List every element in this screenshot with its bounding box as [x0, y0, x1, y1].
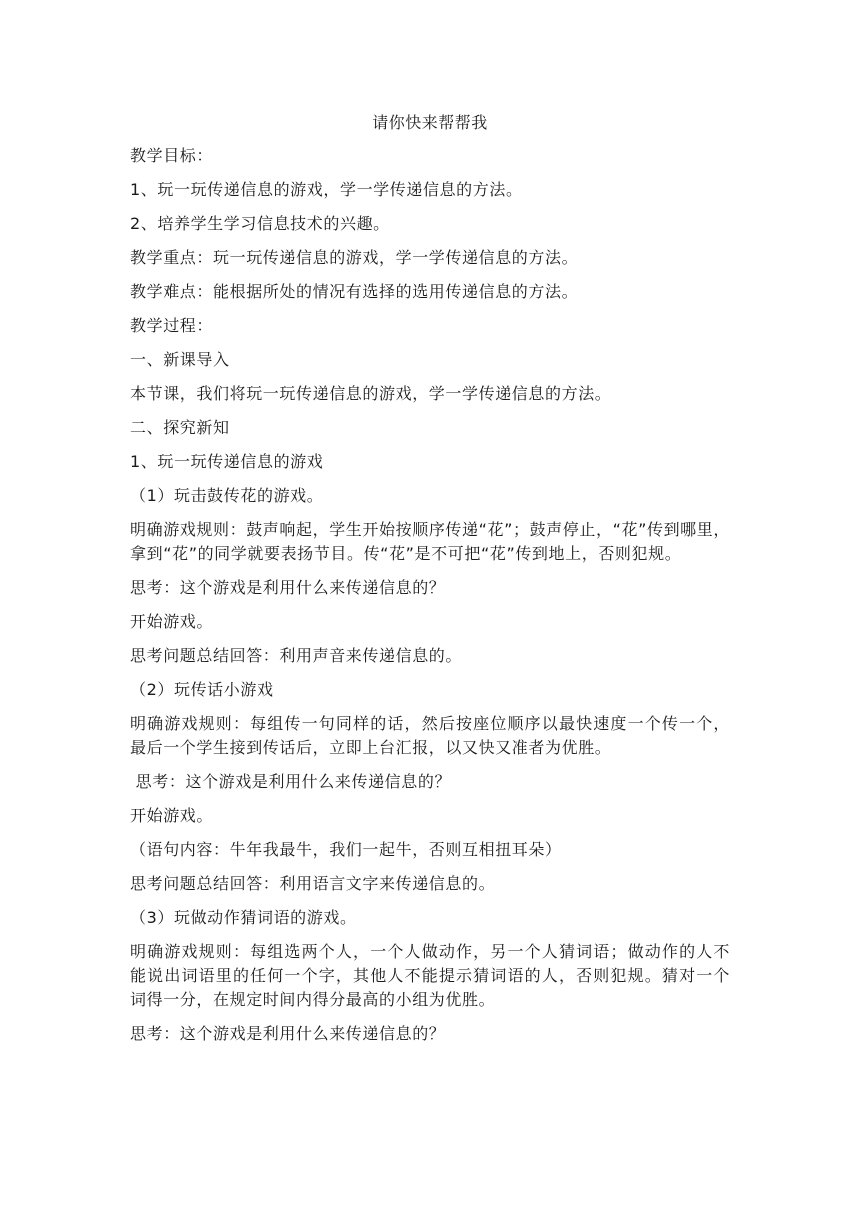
- objective-item: 2、培养学生学习信息技术的兴趣。: [130, 214, 390, 233]
- paragraph: 开始游戏。: [130, 612, 214, 631]
- section-heading: 二、探究新知: [130, 418, 230, 437]
- document-body: [130, 144, 730, 1056]
- paragraph: 明确游戏规则：鼓声响起，学生开始按顺序传递“花”；鼓声停止，“花”传到哪里，: [130, 520, 730, 539]
- paragraph-continuation: 拿到“花”的同学就要表扬节目。传“花”是不可把“花”传到地上，否则犯规。: [130, 544, 682, 563]
- section-heading: 一、新课导入: [130, 350, 230, 369]
- paragraph: 明确游戏规则：每组选两个人，一个人做动作，另一个人猜词语；做动作的人不: [130, 942, 730, 961]
- paragraph: 思考问题总结回答：利用声音来传递信息的。: [130, 646, 463, 665]
- difficult-point: 教学难点：能根据所处的情况有选择的选用传递信息的方法。: [130, 282, 579, 301]
- objective-item: 1、玩一玩传递信息的游戏，学一学传递信息的方法。: [130, 180, 523, 199]
- heading-process: 教学过程：: [130, 316, 214, 335]
- key-point: 教学重点：玩一玩传递信息的游戏，学一学传递信息的方法。: [130, 248, 579, 267]
- paragraph: 明确游戏规则：每组传一句同样的话，然后按座位顺序以最快速度一个传一个，: [130, 714, 730, 733]
- paragraph: 本节课，我们将玩一玩传递信息的游戏，学一学传递信息的方法。: [130, 384, 612, 403]
- paragraph: 开始游戏。: [130, 806, 214, 825]
- paragraph: 思考：这个游戏是利用什么来传递信息的？: [130, 578, 446, 597]
- paragraph: 思考问题总结回答：利用语言文字来传递信息的。: [130, 874, 496, 893]
- paragraph: 思考：这个游戏是利用什么来传递信息的？: [130, 1024, 446, 1043]
- document-title: 请你快来帮帮我: [372, 113, 488, 132]
- paragraph: （语句内容：牛年我最牛，我们一起牛，否则互相扭耳朵）: [130, 840, 562, 859]
- game-heading: （3）玩做动作猜词语的游戏。: [130, 908, 357, 927]
- paragraph-continuation: 能说出词语里的任何一个字，其他人不能提示猜词语的人，否则犯规。猜对一个: [130, 966, 730, 985]
- game-heading: （2）玩传话小游戏: [130, 680, 274, 699]
- paragraph-continuation: 最后一个学生接到传话后，立即上台汇报，以又快又准者为优胜。: [130, 738, 612, 757]
- game-heading: （1）玩击鼓传花的游戏。: [130, 486, 324, 505]
- paragraph-continuation: 词得一分，在规定时间内得分最高的小组为优胜。: [130, 990, 496, 1009]
- subsection-heading: 1、玩一玩传递信息的游戏: [130, 452, 324, 471]
- heading-objectives: 教学目标：: [130, 146, 214, 165]
- paragraph: 思考：这个游戏是利用什么来传递信息的？: [130, 772, 452, 791]
